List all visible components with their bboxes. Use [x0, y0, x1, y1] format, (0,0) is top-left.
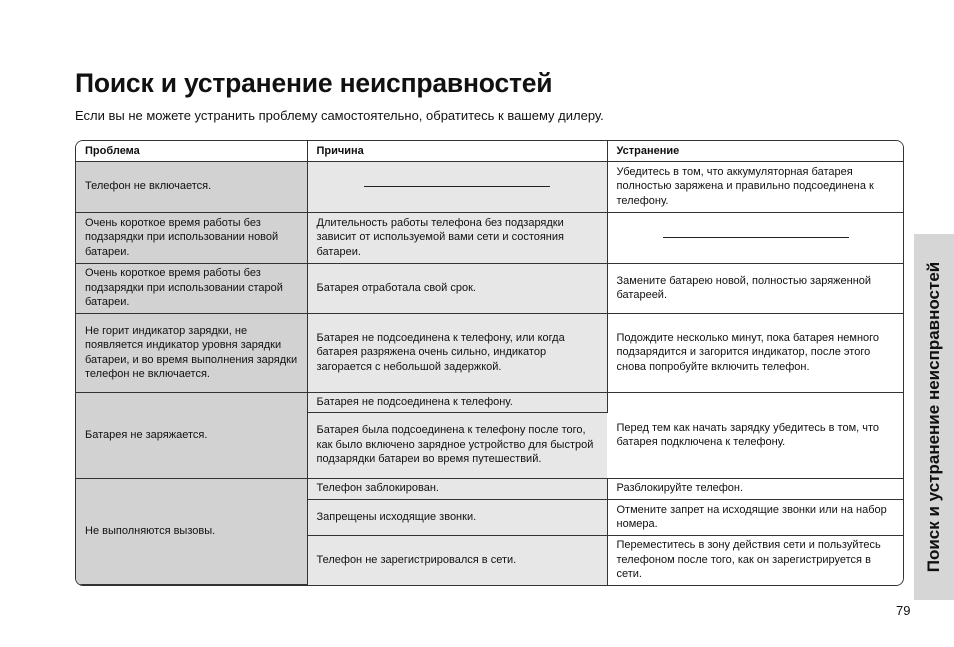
section-side-tab — [914, 234, 954, 600]
empty-dash — [364, 186, 550, 187]
remedy-cell: Перед тем как начать зарядку убедитесь в том, что батарея подключена к телефону. — [607, 392, 904, 478]
problem-cell: Телефон не включается. — [76, 161, 307, 212]
troubleshooting-table — [75, 140, 904, 586]
cause-cell-empty — [307, 161, 607, 212]
problem-cell: Батарея не заряжается. — [76, 392, 307, 478]
cause-cell: Телефон не зарегистрировался в сети. — [307, 535, 607, 585]
cause-cell: Телефон заблокирован. — [307, 478, 607, 499]
cause-cell: Длительность работы телефона без подзарядки зависит от используемой вами сети и состояния батареи. — [307, 212, 607, 263]
table-row — [76, 478, 904, 499]
remedy-cell: Замените батарею новой, полностью заряженной батареей. — [607, 263, 904, 313]
side-tab-label: Поиск и устранение неисправностей — [924, 261, 943, 573]
cause-cell: Батарея не подсоединена к телефону. — [307, 392, 607, 412]
remedy-cell: Разблокируйте телефон. — [607, 478, 904, 499]
table-row — [76, 313, 904, 392]
problem-cell: Очень короткое время работы без подзарядки при использовании новой батареи. — [76, 212, 307, 263]
header-remedy: Устранение — [607, 141, 904, 161]
page-title: Поиск и устранение неисправностей — [75, 68, 553, 98]
remedy-cell: Убедитесь в том, что аккумуляторная батарея полностью заряжена и правильно подсоединена к телефону. — [607, 161, 904, 212]
table-row — [76, 212, 904, 263]
cause-cell: Батарея не подсоединена к телефону, или когда батарея разряжена очень сильно, индикатор загорается с небольшой задержкой. — [307, 313, 607, 392]
remedy-cell-empty — [607, 212, 904, 263]
remedy-cell: Отмените запрет на исходящие звонки или на набор номера. — [607, 499, 904, 535]
page-number: 79 — [896, 603, 911, 618]
problem-cell: Не горит индикатор зарядки, не появляется индикатор уровня зарядки батареи, и во время выполнения зарядки телефон не включается. — [76, 313, 307, 392]
table-header-row — [76, 141, 904, 161]
page-subtitle: Если вы не можете устранить проблему самостоятельно, обратитесь к вашему дилеру. — [75, 108, 604, 123]
remedy-cell: Подождите несколько минут, пока батарея немного подзарядится и загорится индикатор, после этого снова попробуйте включить телефон. — [607, 313, 904, 392]
cause-cell: Батарея отработала свой срок. — [307, 263, 607, 313]
table-row — [76, 161, 904, 212]
problem-cell: Не выполняются вызовы. — [76, 478, 307, 585]
table-row — [76, 392, 904, 412]
cause-cell: Батарея была подсоединена к телефону после того, как было включено зарядное устройство для быстрой подзарядки батареи во время путешествий. — [307, 412, 607, 478]
header-problem: Проблема — [76, 141, 307, 161]
header-cause: Причина — [307, 141, 607, 161]
table-row — [76, 263, 904, 313]
remedy-cell: Переместитесь в зону действия сети и пользуйтесь телефоном после того, как он зарегистрируется в сети. — [607, 535, 904, 585]
cause-cell: Запрещены исходящие звонки. — [307, 499, 607, 535]
problem-cell: Очень короткое время работы без подзарядки при использовании старой батареи. — [76, 263, 307, 313]
empty-dash — [663, 237, 849, 238]
